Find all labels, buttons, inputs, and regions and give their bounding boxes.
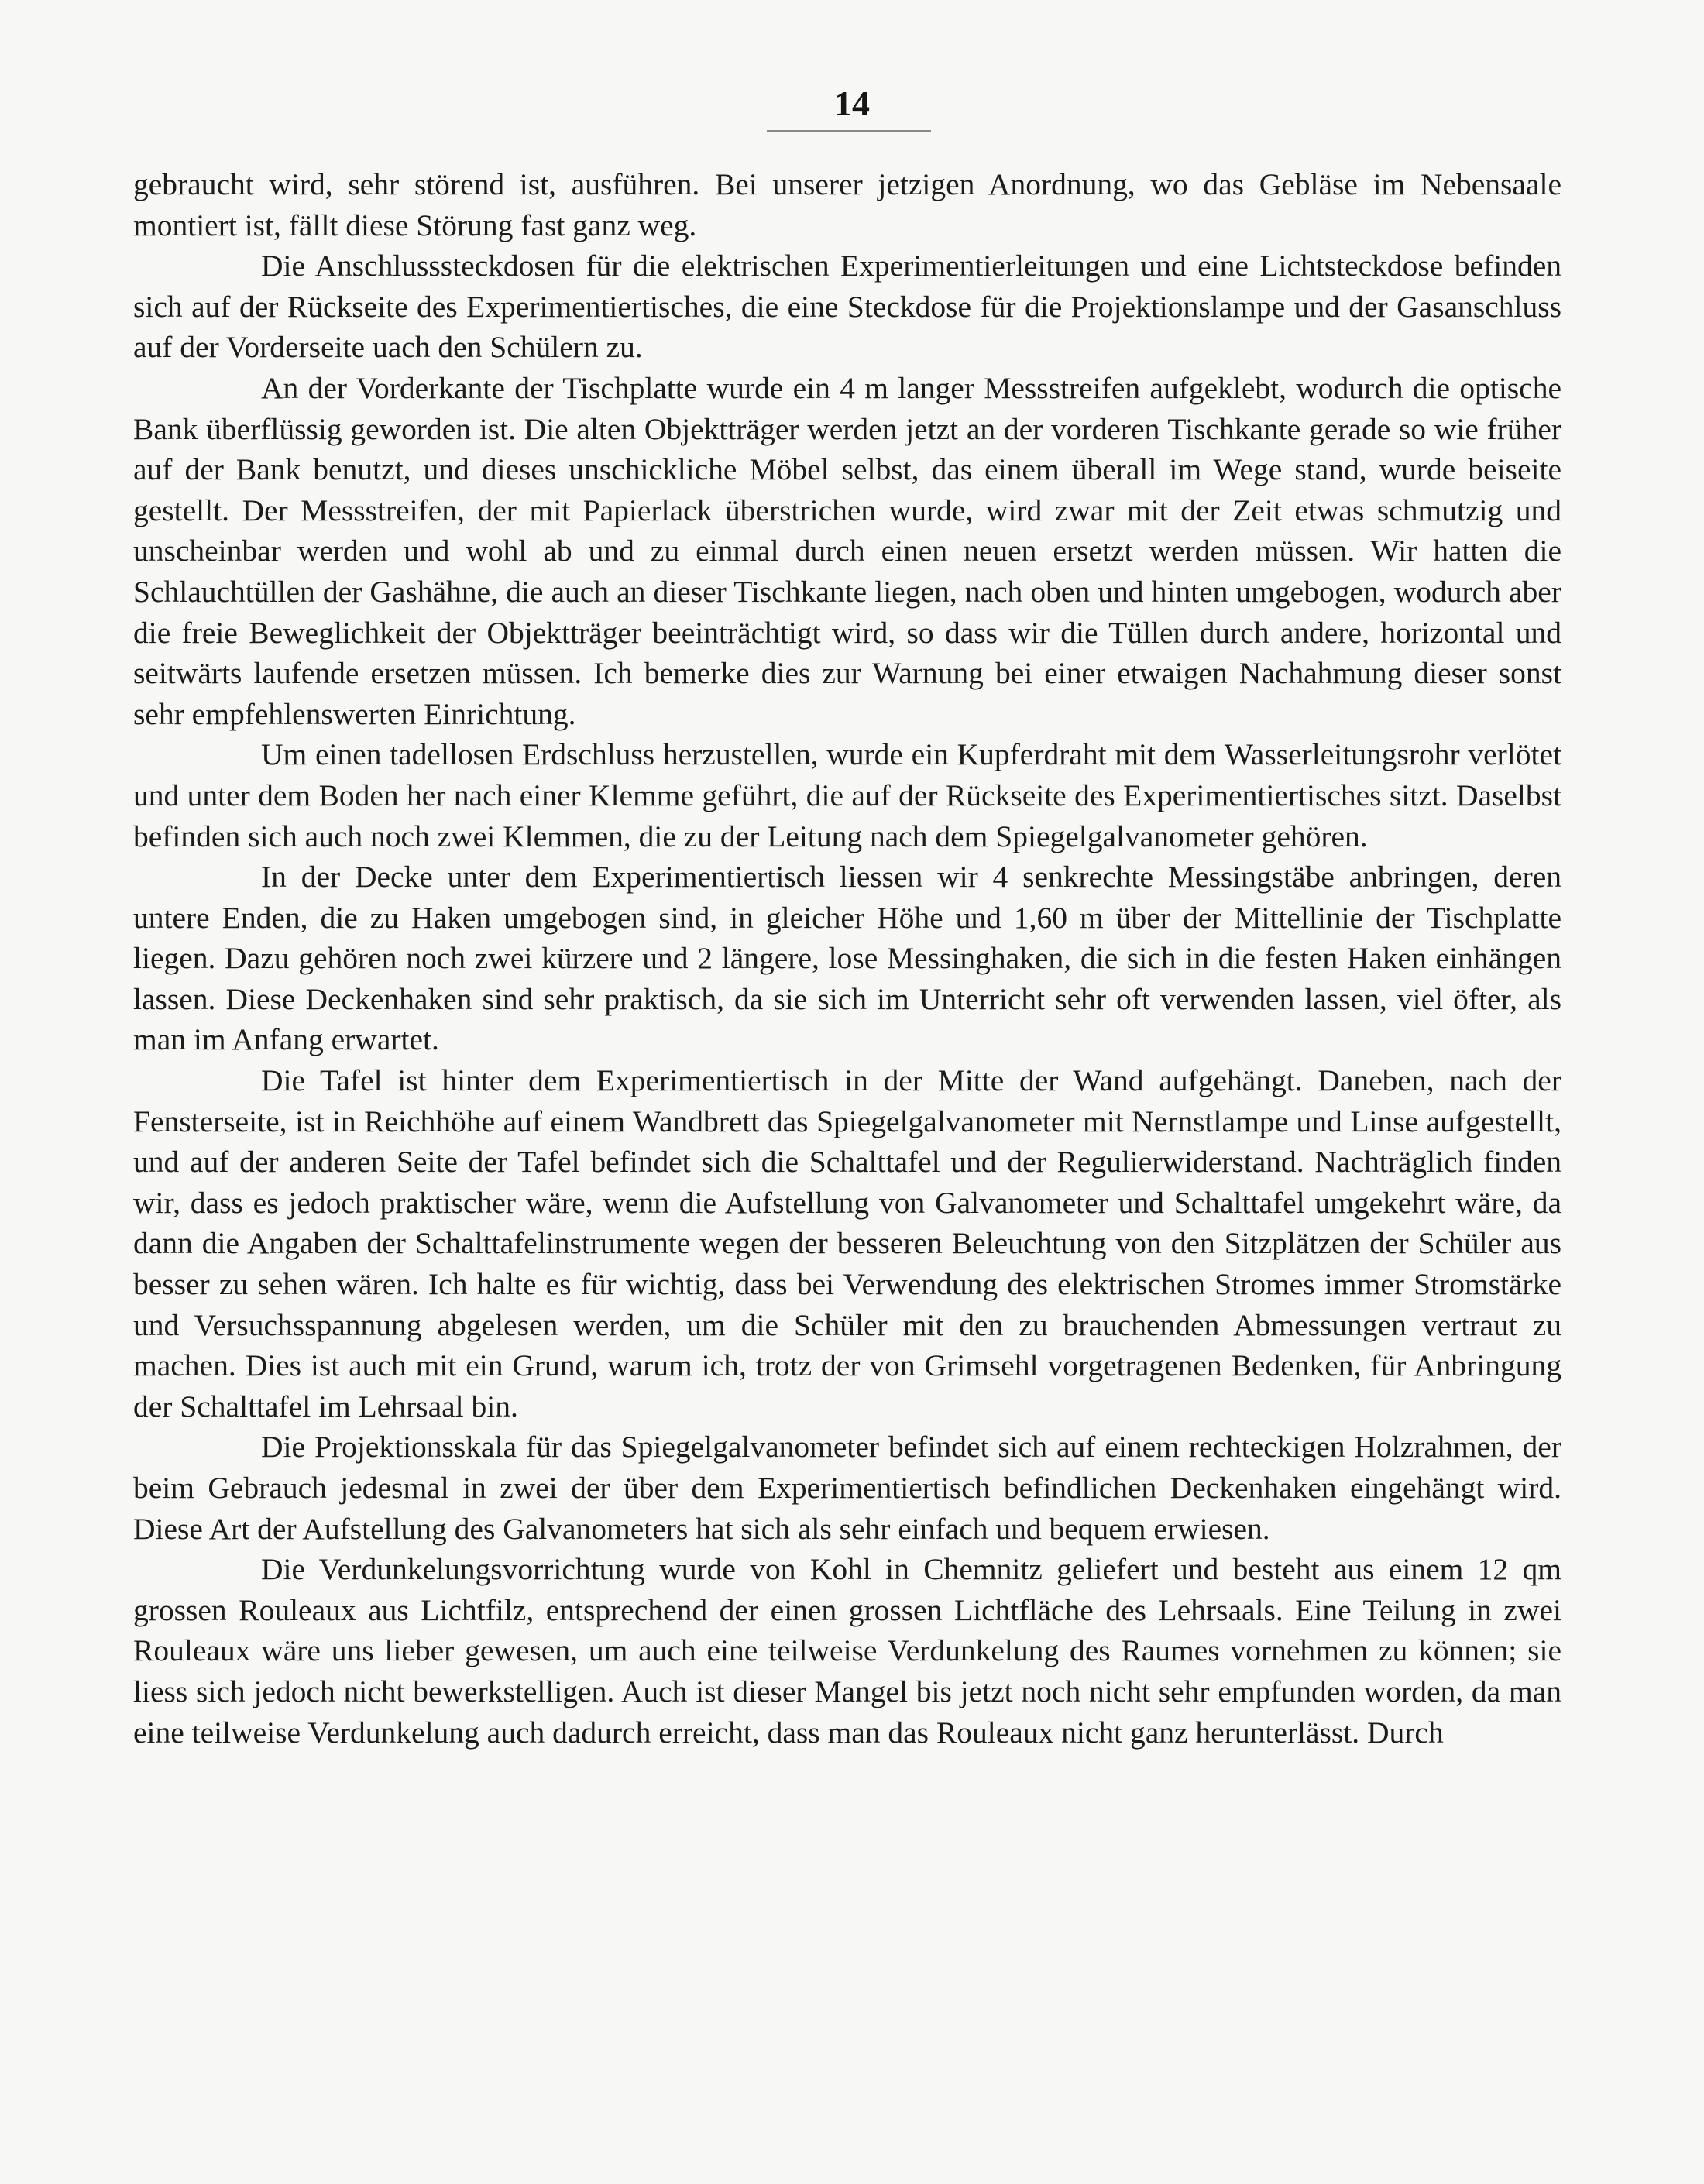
header-rule bbox=[767, 130, 931, 132]
body-text bbox=[133, 164, 1561, 1753]
paragraph-1: gebraucht wird, sehr störend ist, ausführen. Bei unserer jetzigen Anordnung, wo das Gebläse im Nebensaale montiert ist, fällt diese Störung fast ganz weg. bbox=[133, 167, 1561, 242]
paragraph-6: Die Tafel ist hinter dem Experimentiertisch in der Mitte der Wand aufgehängt. Daneben, nach der Fensterseite, ist in Reichhöhe auf einem Wandbrett das Spiegelgalvanometer mit Nernstlampe und Linse aufgestellt, und auf der anderen Seite der Tafel befindet sich die Schalttafel und der Regulierwiderstand. Nachträglich finden wir, dass es jedoch praktischer wäre, wenn die Aufstellung von Galvanometer und Schalttafel umgekehrt wäre, da dann die Angaben der Schalttafelinstrumente wegen der besseren Beleuchtung von den Sitzplätzen der Schüler aus besser zu sehen wären. Ich halte es für wichtig, dass bei Verwendung des elektrischen Stromes immer Stromstärke und Versuchsspannung abgelesen werden, um die Schüler mit den zu brauchenden Abmessungen vertraut zu machen. Dies ist auch mit ein Grund, warum ich, trotz der von Grimsehl vorgetragenen Bedenken, für Anbringung der Schalttafel im Lehrsaal bin. bbox=[133, 1063, 1561, 1423]
paragraph-7: Die Projektionsskala für das Spiegelgalvanometer befindet sich auf einem rechteckigen Holzrahmen, der beim Gebrauch jedesmal in zwei der über dem Experimentiertisch befindlichen Deckenhaken eingehängt wird. Diese Art der Aufstellung des Galvanometers hat sich als sehr einfach und bequem erwiesen. bbox=[133, 1430, 1561, 1546]
paragraph-2: Die Anschlusssteckdosen für die elektrischen Experimentierleitungen und eine Lichtsteckdose befinden sich auf der Rückseite des Experimentiertisches, die eine Steckdose für die Projektionslampe und der Gasanschluss auf der Vorderseite uach den Schülern zu. bbox=[133, 249, 1561, 365]
paragraph-8: Die Verdunkelungsvorrichtung wurde von Kohl in Chemnitz geliefert und besteht aus einem 12 qm grossen Rouleaux aus Lichtfilz, entsprechend der einen grossen Lichtfläche des Lehrsaals. Eine Teilung in zwei Rouleaux wäre uns lieber gewesen, um auch eine teilweise Verdunkelung des Raumes vornehmen zu können; sie liess sich jedoch nicht bewerkstelligen. Auch ist dieser Mangel bis jetzt noch nicht sehr empfunden worden, da man eine teilweise Verdunkelung auch dadurch erreicht, dass man das Rouleaux nicht ganz herunterlässt. Durch bbox=[133, 1552, 1561, 1750]
paragraph-5: In der Decke unter dem Experimentiertisch liessen wir 4 senkrechte Messingstäbe anbringen, deren untere Enden, die zu Haken umgebogen sind, in gleicher Höhe und 1,60 m über der Mittellinie der Tischplatte liegen. Dazu gehören noch zwei kürzere und 2 längere, lose Messinghaken, die sich in die festen Haken einhängen lassen. Diese Deckenhaken sind sehr praktisch, da sie sich im Unterricht sehr oft verwenden lassen, viel öfter, als man im Anfang erwartet. bbox=[133, 860, 1561, 1057]
page-number: 14 bbox=[834, 84, 870, 123]
paragraph-3: An der Vorderkante der Tischplatte wurde ein 4 m langer Messstreifen aufgeklebt, wodurch die optische Bank überflüssig geworden ist. Die alten Objektträger werden jetzt an der vorderen Tischkante gerade so wie früher auf der Bank benutzt, und dieses unschickliche Möbel selbst, das einem überall im Wege stand, wurde beiseite gestellt. Der Messstreifen, der mit Papierlack überstrichen wurde, wird zwar mit der Zeit etwas schmutzig und unscheinbar werden und wohl ab und zu einmal durch einen neuen ersetzt werden müssen. Wir hatten die Schlauchtüllen der Gashähne, die auch an dieser Tischkante liegen, nach oben und hinten umgebogen, wodurch aber die freie Beweglichkeit der Objektträger beeinträchtigt wird, so dass wir die Tüllen durch andere, horizontal und seitwärts laufende ersetzen müssen. Ich bemerke dies zur Warnung bei einer etwaigen Nachahmung dieser sonst sehr empfehlenswerten Einrichtung. bbox=[133, 370, 1561, 731]
paragraph-4: Um einen tadellosen Erdschluss herzustellen, wurde ein Kupferdraht mit dem Wasserleitungsrohr verlötet und unter dem Boden her nach einer Klemme geführt, die auf der Rückseite des Experimentiertisches sitzt. Daselbst befinden sich auch noch zwei Klemmen, die zu der Leitung nach dem Spiegelgalvanometer gehören. bbox=[133, 737, 1561, 853]
